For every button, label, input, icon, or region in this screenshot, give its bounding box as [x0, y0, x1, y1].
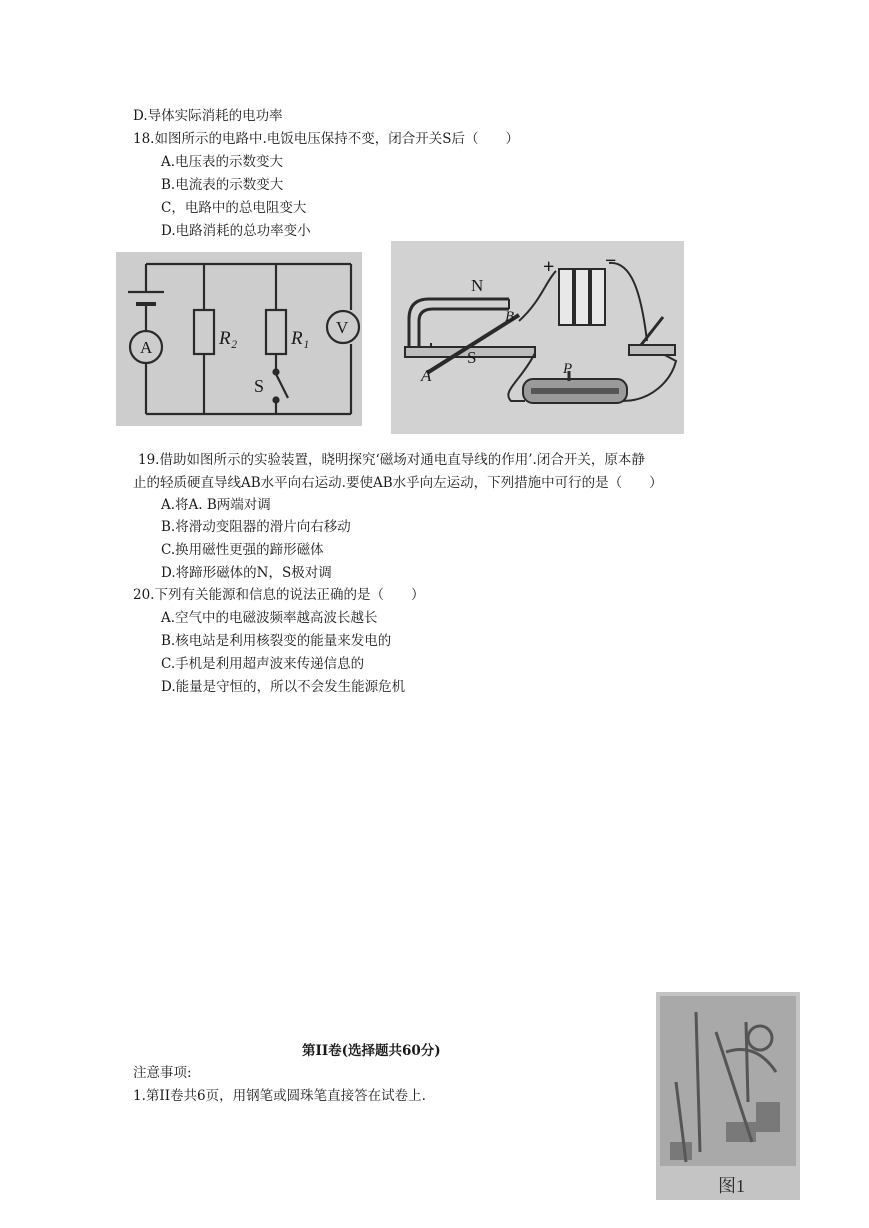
q19-stem-line-1: 19.借助如图所示的实验装置，晓明探究‘磁场对通电直导线的作用’.闭合开关，原本静	[138, 452, 645, 468]
voltmeter-label: V	[336, 318, 349, 337]
slider-p-label: P	[563, 361, 573, 377]
r1-label: R₁	[291, 328, 310, 349]
q19-stem-line-2: 止的轻质硬直导线AB水平向右运动.要使AB水乎向左运动，下列措施中可行的是（ ）	[133, 475, 663, 491]
q18-option-a: A.电压表的示数变大	[161, 154, 284, 170]
q18-option-b: B.电流表的示数变大	[161, 177, 284, 193]
photo-figure-1	[656, 992, 800, 1200]
q19-option-b: B.将滑动变阻器的滑片向右移动	[161, 519, 351, 535]
q20-stem: 20.下列有关能源和信息的说法正确的是（ ）	[133, 587, 425, 603]
photo-caption: 图1	[718, 1176, 745, 1196]
q18-stem: 18.如图所示的电路中.电饭电压保持不变，闭合开关S后（ ）	[133, 131, 520, 147]
r2-label: R₂	[219, 328, 238, 349]
notice-item-1: 1.第II卷共6页，用钢笔或圆珠笔直接答在试卷上.	[133, 1088, 426, 1104]
q20-option-d: D.能量是守恒的，所以不会发生能源危机	[161, 679, 406, 695]
q19-option-a: A.将A. B两端对调	[161, 497, 271, 513]
end-a-label: A	[421, 366, 432, 385]
q20-option-a: A.空气中的电磁波频率越高波长越长	[161, 610, 378, 626]
south-pole-label: S	[467, 348, 477, 367]
switch-label: S	[254, 376, 265, 396]
q19-option-c: C.换用磁性更强的蹄形磁体	[161, 542, 324, 558]
q19-option-d: D.将蹄形磁体的N，S极对调	[161, 565, 332, 581]
q18-option-c: C，电路中的总电阻变大	[161, 200, 307, 216]
q18-option-d: D.电路消耗的总功率变小	[161, 223, 311, 239]
end-b-label: B	[505, 309, 515, 325]
minus-terminal-label: −	[605, 250, 617, 272]
part2-title: 第II卷(选择题共60分)	[302, 1043, 441, 1059]
magnet-apparatus-figure	[391, 241, 684, 434]
circuit-diagram	[116, 252, 362, 426]
plus-terminal-label: +	[543, 256, 555, 278]
north-pole-label: N	[471, 276, 484, 295]
q20-option-b: B.核电站是利用核裂变的能量来发电的	[161, 633, 392, 649]
q20-option-c: C.手机是利用超声波来传递信息的	[161, 656, 365, 672]
ammeter-label: A	[140, 338, 153, 357]
notice-heading: 注意事项:	[133, 1065, 192, 1081]
q17-option-d: D.导体实际消耗的电功率	[133, 108, 283, 124]
